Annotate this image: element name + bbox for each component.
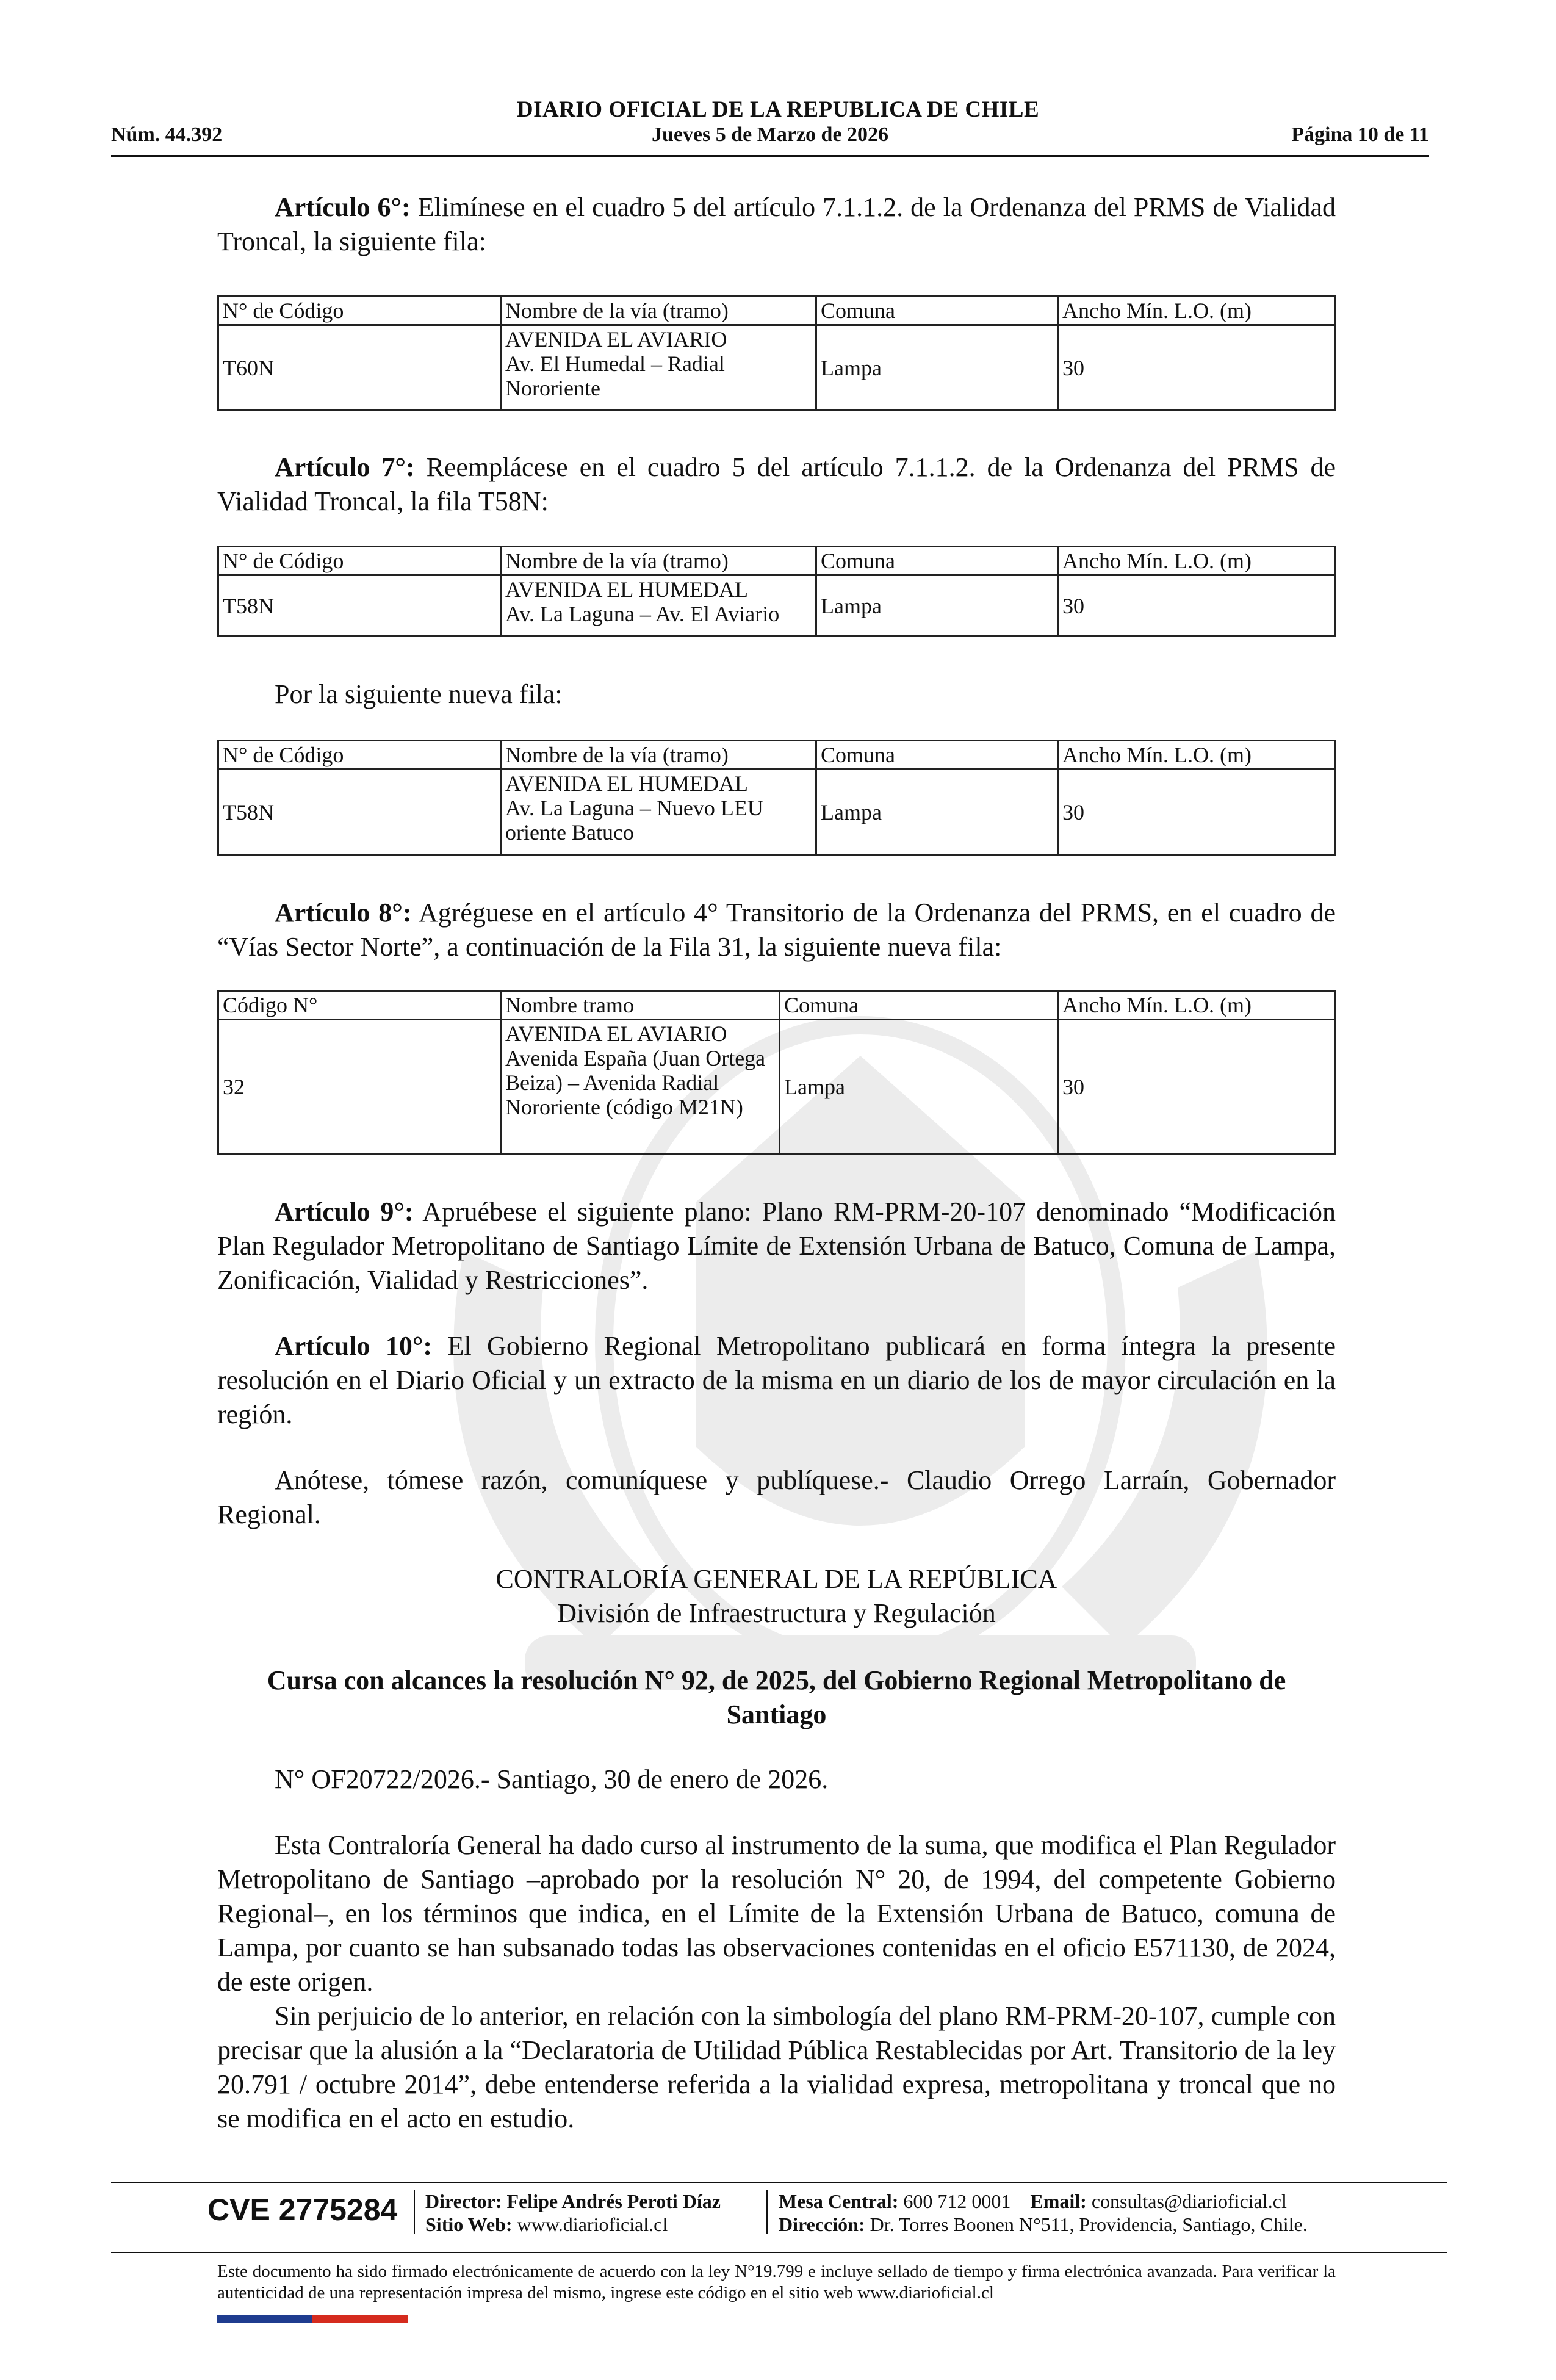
- table-row: [218, 770, 1335, 855]
- article-9-text: Apruébese el siguiente plano: Plano RM-PRM-20-107 denominado “Modificación Plan Regulador Metropolitano de Santiago Límite de Extensión Urbana de Batuco, Comuna de Lampa, Zonificación, Vialidad y Restricciones”.: [217, 1197, 1336, 1295]
- code-cell: T58N: [218, 770, 501, 855]
- comuna-cell: Lampa: [816, 325, 1058, 411]
- contraloria-paragraph-1: [217, 1828, 1336, 1999]
- article-10: [217, 1329, 1336, 1432]
- contraloria-title: CONTRALORÍA GENERAL DE LA REPÚBLICA: [495, 1564, 1057, 1594]
- cve-code: CVE 2775284: [207, 2193, 398, 2227]
- road-section: Av. La Laguna – Av. El Aviario: [505, 602, 780, 626]
- issue-date: Jueves 5 de Marzo de 2026: [651, 123, 889, 146]
- table-art6: [217, 295, 1336, 411]
- legal-notice: Este documento ha sido firmado electrónicamente de acuerdo con la ley N°19.799 e incluye sellado de tiempo y firma electrónica avanzada. Para verificar la autenticidad de una representación impresa del mismo, ingrese este código en el sitio web www.diarioficial.cl: [217, 2262, 1336, 2302]
- width-cell: 30: [1058, 1020, 1335, 1154]
- article-6-text: Elimínese en el cuadro 5 del artículo 7.1.1.2. de la Ordenanza del PRMS de Vialidad Troncal, la siguiente fila:: [217, 192, 1336, 256]
- table-header-cell: Ancho Mín. L.O. (m): [1058, 741, 1335, 770]
- office-reference: [217, 1762, 1336, 1797]
- resolution-heading: Cursa con alcances la resolución N° 92, de 2025, del Gobierno Regional Metropolitano de Santiago: [267, 1665, 1286, 1729]
- contraloria-division: División de Infraestructura y Regulación: [557, 1598, 996, 1628]
- table-header-cell: Ancho Mín. L.O. (m): [1058, 547, 1335, 575]
- road-section: Av. La Laguna – Nuevo LEU oriente Batuco: [505, 796, 763, 845]
- table-header-cell: Comuna: [816, 741, 1058, 770]
- article-10-text: El Gobierno Regional Metropolitano publicará en forma íntegra la presente resolución en el Diario Oficial y un extracto de la misma en un diario de los de mayor circulación en la región.: [217, 1331, 1336, 1429]
- address-label: Dirección:: [779, 2213, 865, 2235]
- code-cell: 32: [218, 1020, 501, 1154]
- road-name: AVENIDA EL HUMEDAL: [505, 771, 748, 796]
- comuna-cell: Lampa: [816, 575, 1058, 636]
- table-header-cell: Nombre tramo: [501, 991, 780, 1020]
- footer-contact-block: [779, 2190, 1308, 2236]
- table-header-cell: Nombre de la vía (tramo): [501, 547, 816, 575]
- issue-number: Núm. 44.392: [111, 123, 223, 146]
- header-row: [111, 123, 1429, 148]
- road-section: Av. El Humedal – Radial Nororiente: [505, 352, 725, 400]
- road-section: Avenida España (Juan Ortega Beiza) – Avenida Radial Nororiente (código M21N): [505, 1046, 766, 1119]
- table-art7-old: [217, 546, 1336, 637]
- paragraph-2-text: Sin perjuicio de lo anterior, en relación con la simbología del plano RM-PRM-20-107, cumple con precisar que la alusión a la “Declaratoria de Utilidad Pública Restablecidas por Art. Transitorio de la ley 20.791 / octubre 2014”, debe entenderse referida a la vialidad expresa, metropolitana y troncal que no se modifica en el acto en estudio.: [217, 2001, 1336, 2133]
- table-header-cell: Comuna: [780, 991, 1058, 1020]
- footer-director-block: [425, 2190, 721, 2236]
- name-cell: [501, 1020, 780, 1154]
- table-header-cell: Comuna: [816, 547, 1058, 575]
- article-6: [217, 190, 1336, 259]
- table-header-cell: Comuna: [816, 297, 1058, 325]
- email-label: Email:: [1030, 2190, 1087, 2212]
- footer-separator: [414, 2190, 415, 2234]
- table-row: [218, 575, 1335, 636]
- website-label: Sitio Web:: [425, 2213, 513, 2235]
- flag-stripe-red: [312, 2315, 408, 2323]
- contraloria-paragraph-2: [217, 1999, 1336, 2136]
- name-cell: [501, 575, 816, 636]
- flag-stripe-blue: [217, 2315, 312, 2323]
- replacement-intro: [217, 677, 1336, 712]
- table-header-cell: Código N°: [218, 991, 501, 1020]
- website-link[interactable]: www.diarioficial.cl: [517, 2213, 668, 2235]
- paragraph-1-text: Esta Contraloría General ha dado curso al instrumento de la suma, que modifica el Plan Regulador Metropolitano de Santiago –aprobado por la resolución N° 20, de 1994, del competente Gobierno Regional–, en los términos que indica, en el Límite de la Extensión Urbana de Batuco, comuna de Lampa, por cuanto se han subsanado todas las observaciones contenidas en el oficio E571130, de 2024, de este origen.: [217, 1830, 1336, 1997]
- table-header-row: [218, 991, 1335, 1020]
- article-7: [217, 450, 1336, 519]
- page-number: Página 10 de 11: [1291, 123, 1429, 146]
- article-8-text: Agréguese en el artículo 4° Transitorio de la Ordenanza del PRMS, en el cuadro de “Vías Sector Norte”, a continuación de la Fila 31, la siguiente nueva fila:: [217, 898, 1336, 962]
- article-6-label: Artículo 6°:: [275, 192, 411, 222]
- table-row: [218, 1020, 1335, 1154]
- code-cell: T60N: [218, 325, 501, 411]
- road-name: AVENIDA EL HUMEDAL: [505, 577, 748, 602]
- name-cell: [501, 325, 816, 411]
- closing-formula: [217, 1463, 1336, 1532]
- director-name: Felipe Andrés Peroti Díaz: [506, 2190, 721, 2212]
- table-header-cell: N° de Código: [218, 741, 501, 770]
- table-header-cell: Ancho Mín. L.O. (m): [1058, 991, 1335, 1020]
- table-header-row: [218, 297, 1335, 325]
- table-header-cell: Nombre de la vía (tramo): [501, 741, 816, 770]
- article-9-label: Artículo 9°:: [275, 1197, 414, 1227]
- table-art8: [217, 990, 1336, 1155]
- table-header-cell: N° de Código: [218, 547, 501, 575]
- footer-divider-top: [111, 2182, 1447, 2183]
- road-name: AVENIDA EL AVIARIO: [505, 1022, 727, 1046]
- article-10-label: Artículo 10°:: [275, 1331, 433, 1361]
- address-text: Dr. Torres Boonen N°511, Providencia, Santiago, Chile.: [870, 2213, 1308, 2235]
- article-8-label: Artículo 8°:: [275, 898, 412, 928]
- closing-text: Anótese, tómese razón, comuníquese y publíquese.- Claudio Orrego Larraín, Gobernador Regional.: [217, 1465, 1336, 1529]
- article-9: [217, 1195, 1336, 1297]
- code-cell: T58N: [218, 575, 501, 636]
- article-7-text: Reemplácese en el cuadro 5 del artículo 7.1.1.2. de la Ordenanza del PRMS de Vialidad Troncal, la fila T58N:: [217, 452, 1336, 516]
- header-divider: [111, 155, 1429, 157]
- table-art7-new: [217, 740, 1336, 856]
- width-cell: 30: [1058, 325, 1335, 411]
- office-reference-text: N° OF20722/2026.- Santiago, 30 de enero de 2026.: [275, 1764, 829, 1794]
- email-address[interactable]: consultas@diarioficial.cl: [1091, 2190, 1287, 2212]
- table-header-cell: Ancho Mín. L.O. (m): [1058, 297, 1335, 325]
- name-cell: [501, 770, 816, 855]
- table-header-row: [218, 741, 1335, 770]
- director-label: Director:: [425, 2190, 502, 2212]
- comuna-cell: Lampa: [816, 770, 1058, 855]
- width-cell: 30: [1058, 770, 1335, 855]
- road-name: AVENIDA EL AVIARIO: [505, 327, 727, 352]
- article-8: [217, 896, 1336, 964]
- footer-separator: [766, 2190, 768, 2234]
- article-7-label: Artículo 7°:: [275, 452, 415, 482]
- replacement-intro-text: Por la siguiente nueva fila:: [275, 679, 563, 709]
- table-header-cell: Nombre de la vía (tramo): [501, 297, 816, 325]
- gazette-title: DIARIO OFICIAL DE LA REPUBLICA DE CHILE: [516, 97, 1040, 122]
- phone-label: Mesa Central:: [779, 2190, 899, 2212]
- footer-divider-bottom: [111, 2252, 1447, 2253]
- comuna-cell: Lampa: [780, 1020, 1058, 1154]
- phone-number: 600 712 0001: [903, 2190, 1011, 2212]
- table-row: [218, 325, 1335, 411]
- table-header-cell: N° de Código: [218, 297, 501, 325]
- table-header-row: [218, 547, 1335, 575]
- width-cell: 30: [1058, 575, 1335, 636]
